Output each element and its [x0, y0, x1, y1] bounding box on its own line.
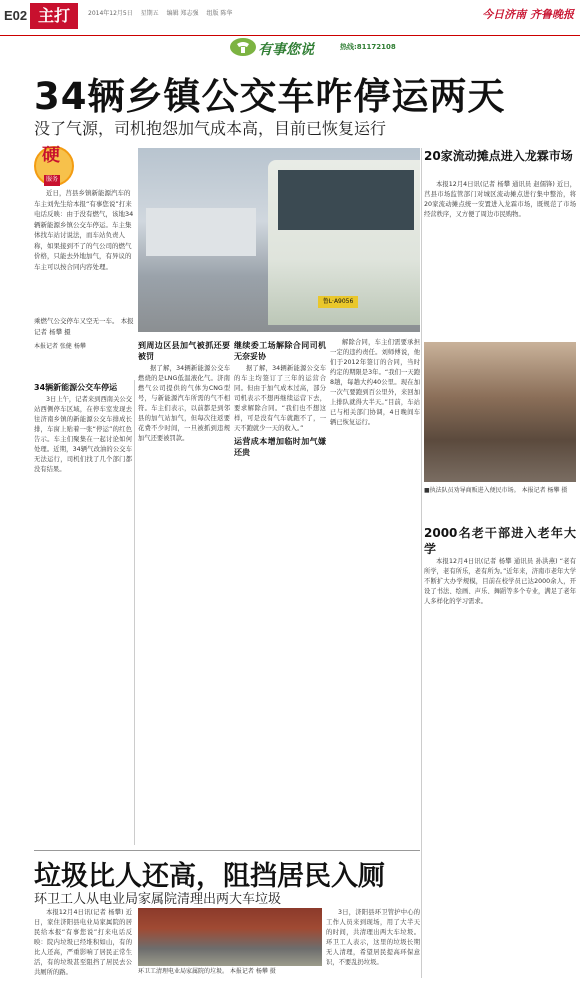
background-bus	[146, 208, 256, 256]
subhead-4: 运营成本增加临时加气嫌还贵	[234, 437, 326, 457]
issue-weekday: 星期五	[140, 10, 159, 17]
lead-paragraph: 近日，莒县乡镇新能源汽车的车主刘先生给本报“有事您说”打来电话反映：由于没有燃气，该地34辆新能源乡镇公交车停运。车主集体找车站讨说法，而车站负责人称，如果接到不了的气公司的燃气价格，只能去外地加气，有异议的车主可以按合同内容处理。	[34, 189, 134, 271]
hard-service-badge	[34, 146, 74, 186]
column-3-text: 据了解，34辆新能源公交车的车主均签订了三年的运营合同。但由于加气成本过高，部分司机表示不想再继续运营下去，要求解除合同。“我们也不想这样，可是没有气车就跑不了，一天不跑就少一天的收入。”	[234, 365, 326, 432]
column-2-text: 据了解，34辆新能源公交车燃烧的是LNG低温液化气。济南燃气公司提供的气体为CNG型号，与新能源汽车所需的气不相符。车主们表示，以前都是到邻县的加气站加气，但每次往返要花费不少时间，一旦被抓到违规加气还要被罚款。	[138, 365, 230, 442]
section-label: 主打	[30, 3, 78, 29]
story2-headline: 20家流动摊点进入龙霖市场	[424, 149, 573, 163]
market-photo	[424, 342, 576, 482]
editor-credit: 编辑 郑志强	[166, 10, 199, 17]
story2-column-2	[326, 908, 420, 968]
market-story-text: 本报12月4日讯(记者 杨攀 通讯员 赵儒锋) 近日，莒县市场监管部门对城区流动摊点进行集中整治，将20家流动摊点统一安置进入龙霖市场，既规范了市场经营秩序，又方便了周边市民购物。	[424, 181, 576, 218]
issue-date: 2014年12月5日	[88, 10, 133, 17]
story2-column-1	[34, 908, 132, 978]
hotline-title: 有事您说	[258, 42, 314, 58]
story3-headline: 2000名老干部进入老年大学	[424, 526, 576, 556]
market-story	[424, 180, 576, 220]
hotline-banner	[228, 36, 396, 58]
subhead-1: 34辆新能源公交车停运	[34, 383, 118, 392]
column-rule	[134, 380, 135, 845]
story1-subhead: 没了气源，司机抱怨加气成本高，目前已恢复运行	[34, 119, 387, 138]
newspaper-logo: 今日济南 齐鲁晚报	[482, 8, 574, 21]
subhead-2: 到周边区县加气被抓还要被罚	[138, 341, 230, 361]
page-number: E02	[4, 8, 28, 23]
story1-headline: 34辆乡镇公交车咋停运两天	[34, 75, 506, 118]
story2-subhead: 环卫工人从电业局家属院清理出两大车垃圾	[34, 892, 282, 907]
story2-headline-main: 垃圾比人还高，阻挡居民入厕	[34, 861, 385, 892]
story1-column-2	[138, 338, 230, 444]
story1-byline: 本报记者 张健 杨攀	[34, 343, 86, 350]
story1-column-4	[330, 338, 420, 428]
column-rule	[421, 148, 422, 978]
lead-text	[34, 188, 134, 274]
story2-column-2-text: 3日，济阳县环卫管护中心的工作人员来到现场，用了大半天的时间，共清理出两大车垃圾。环卫工人表示，这里的垃圾长期无人清理，希望居民提高环保意识，不要乱扔垃圾。	[326, 909, 420, 966]
badge-sub-label: 服务	[44, 175, 60, 186]
bus-photo	[138, 148, 420, 332]
phone-icon	[228, 36, 258, 58]
column-1-text: 3日上午，记者来到西南关公交站西侧停车区域，在停车室发现去往济南乡镇的新能源公交车排成长排，车窗上贴着一张“停运”的红色告示。车主们聚集在一起讨论如何处理。近期，34辆气改油的公交车无法运行，司机们找了几个部门都没有结果。	[34, 396, 132, 473]
market-photo-caption: ■执法队员劝导商贩进入便民市场。 本报记者 杨攀 摄	[424, 487, 568, 494]
story2-column-1-text: 本报12月4日讯(记者 杨攀) 近日，家住济阳县电业局家属院的居民给本报“有事您说”打来电话反映：院内垃圾已经堆积如山，有的比人还高，严重影响了居民正常生活，有的垃圾甚至阻挡了居民去公共厕所的路。	[34, 909, 132, 976]
story1-column-3	[234, 338, 326, 460]
designer-credit: 组版 陈华	[206, 10, 233, 17]
badge-main-char: 硬	[42, 145, 60, 166]
story1-column-1	[34, 380, 132, 475]
column-4-text: 解除合同，车主们需要承担一定的违约责任。刘师傅说，他们于2012年签订的合同，当时约定的期限是3年。“我们一天跑8趟，每趟大约40公里。现在加一次气要跑到百公里外，来回加上排队就得大半天。”目前，车站已与相关部门协调，4日晚间车辆已恢复运行。	[330, 339, 420, 426]
right-column	[424, 148, 576, 164]
page-header	[0, 0, 580, 36]
garbage-photo-caption: 环卫工清理电业局家属院的垃圾。 本报记者 杨攀 摄	[138, 968, 276, 975]
subhead-3: 继续委工场解除合同司机无奈妥协	[234, 341, 326, 361]
lead-box	[34, 146, 134, 376]
hotline-number: 热线:81172108	[340, 43, 396, 51]
promo-caption: 乘燃气公交停车又空无一车。 本报记者 杨攀 摄	[34, 317, 134, 336]
section-divider	[34, 850, 420, 851]
bus-windshield	[278, 170, 414, 230]
header-meta	[88, 8, 238, 17]
garbage-photo	[138, 908, 322, 966]
elder-story-text: 本报12月4日讯(记者 杨攀 通讯员 孙洪燕) “老有所学，老有所乐，老有所为。”近年来，济南市老年大学不断扩大办学规模，目前在校学员已达2000余人，开设了书法、绘画、声乐、舞蹈等多个专业，满足了老年人多样化的学习需求。	[424, 558, 576, 605]
elder-story	[424, 525, 576, 607]
bus-license-plate: 鲁L·A9056	[318, 296, 358, 308]
